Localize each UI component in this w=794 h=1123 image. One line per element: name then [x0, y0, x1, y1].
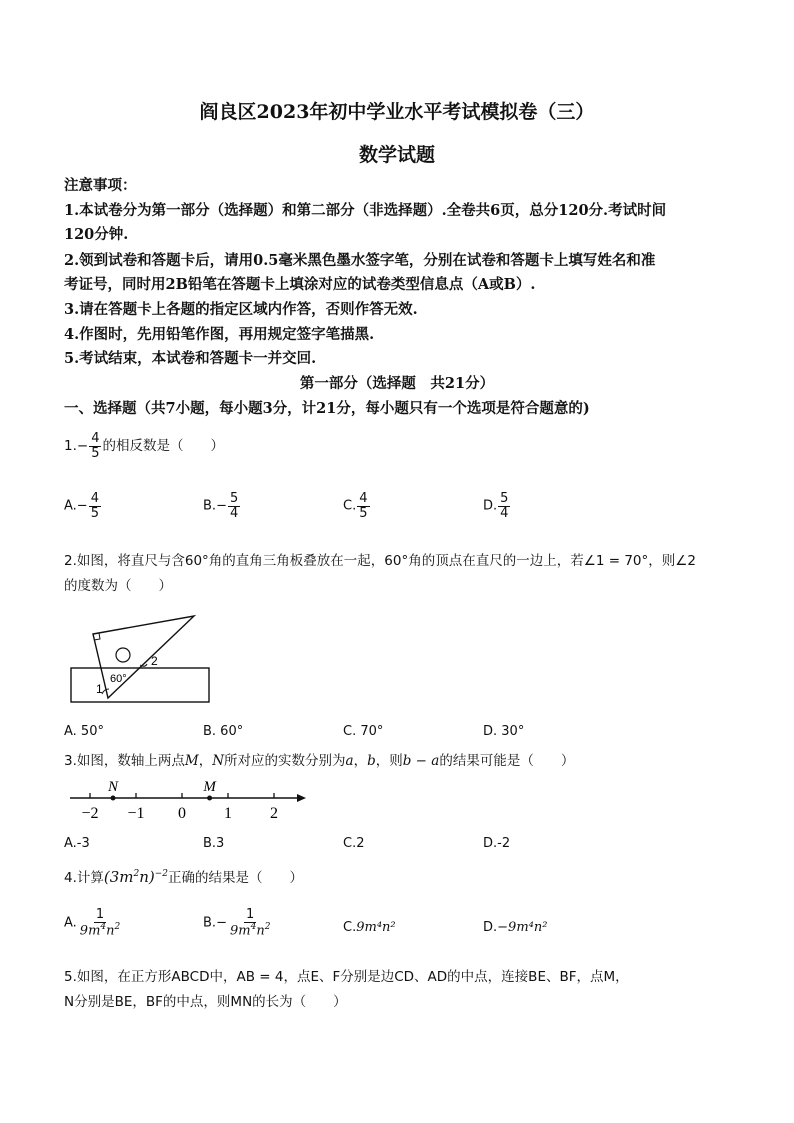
ruler-shape — [71, 668, 209, 702]
question-1: 1.− $\frac{4}{5}$ 的相反数是（ ） — [64, 431, 224, 461]
angle-1-arc — [102, 689, 109, 694]
notice-item-1: 1.本试卷分为第一部分（选择题）和第二部分（非选择题）.全卷共6页，总分120分.考试时间 — [64, 202, 667, 219]
q2-option-d[interactable]: D. 30° — [483, 724, 525, 739]
q4-option-c[interactable]: C.9m⁴n² — [343, 920, 396, 935]
question-4: 4.计算$(3m^2n)^{-2}$正确的结果是（ ） — [64, 868, 304, 886]
q4-option-a[interactable]: A. $\frac{1}{9m^4n^2}$ — [64, 907, 121, 938]
q2-option-b[interactable]: B. 60° — [203, 724, 244, 739]
notice-item-1-cont: 120分钟. — [64, 226, 129, 243]
q4-option-d[interactable]: D.−9m⁴n² — [483, 920, 548, 935]
exam-subtitle: 数学试题 — [358, 144, 435, 166]
point-n-dot — [111, 796, 116, 801]
axis-tick-label: 1 — [224, 805, 232, 822]
axis-arrow — [297, 794, 306, 802]
notice-item-3: 3.请在答题卡上各题的指定区域内作答，否则作答无效. — [64, 301, 418, 318]
q4-expression: $(3m^2n)^{-2}$ — [103, 868, 169, 886]
question-2-cont: 的度数为（ ） — [64, 578, 172, 594]
point-m-label: M — [203, 779, 216, 795]
question-2: 2.如图，将直尺与含60°角的直角三角板叠放在一起，60°角的顶点在直尺的一边上，若∠1 = 70°，则∠2 — [64, 553, 696, 569]
part1-heading: 第一部分（选择题 共21分） — [299, 375, 495, 392]
axis-tick-label: 2 — [270, 805, 278, 822]
question-5: 5.如图，在正方形ABCD中，AB = 4，点E、F分别是边CD、AD的中点，连接BE、BF，点M， — [64, 969, 629, 985]
question-3: 3.如图，数轴上两点M，N所对应的实数分别为a，b，则b − a的结果可能是（ ） — [64, 753, 575, 769]
axis-tick-label: 0 — [178, 805, 186, 822]
exam-title: 阎良区2023年初中学业水平考试模拟卷（三） — [199, 101, 595, 123]
q3-option-c[interactable]: C.2 — [343, 836, 365, 851]
point-n-label: N — [107, 779, 119, 795]
angle-60-label: 60° — [110, 673, 127, 685]
notice-heading: 注意事项： — [64, 177, 137, 194]
axis-tick-label: −1 — [127, 805, 145, 822]
q1-option-d[interactable]: D. $\frac{5}{4}$ — [483, 491, 509, 521]
question-5-cont: N分别是BE，BF的中点，则MN的长为（ ） — [64, 994, 347, 1010]
notice-item-5: 5.考试结束，本试卷和答题卡一并交回. — [64, 350, 317, 367]
angle-2-label: 2 — [151, 654, 158, 668]
angle-1-label: 1 — [96, 682, 103, 696]
q2-option-c[interactable]: C. 70° — [343, 724, 384, 739]
notice-item-2: 2.领到试卷和答题卡后，请用0.5毫米黑色墨水签字笔，分别在试卷和答题卡上填写姓名和准 — [64, 252, 656, 269]
q1-option-b[interactable]: B.− $\frac{5}{4}$ — [203, 491, 239, 521]
q1-option-a[interactable]: A.− $\frac{4}{5}$ — [64, 491, 99, 521]
q2-option-a[interactable]: A. 50° — [64, 724, 104, 739]
section-heading: 一、选择题（共7小题，每小题3分，计21分，每小题只有一个选项是符合题意的) — [64, 400, 590, 417]
number-line-figure — [66, 776, 310, 824]
q4-option-b[interactable]: B.− $\frac{1}{9m^4n^2}$ — [203, 907, 271, 938]
axis-tick-label: −2 — [81, 805, 99, 822]
q3-option-d[interactable]: D.-2 — [483, 836, 511, 851]
q3-option-a[interactable]: A.-3 — [64, 836, 90, 851]
triangle-hole — [116, 648, 130, 662]
notice-item-4: 4.作图时，先用铅笔作图，再用规定签字笔描黑. — [64, 326, 375, 343]
q3-option-b[interactable]: B.3 — [203, 836, 225, 851]
q1-option-c[interactable]: C. $\frac{4}{5}$ — [343, 491, 368, 521]
ruler-triangle-figure — [66, 612, 216, 710]
point-m-dot — [207, 796, 212, 801]
triangle-shape — [93, 616, 194, 698]
notice-item-2-cont: 考证号，同时用2B铅笔在答题卡上填涂对应的试卷类型信息点（A或B）. — [64, 276, 536, 293]
